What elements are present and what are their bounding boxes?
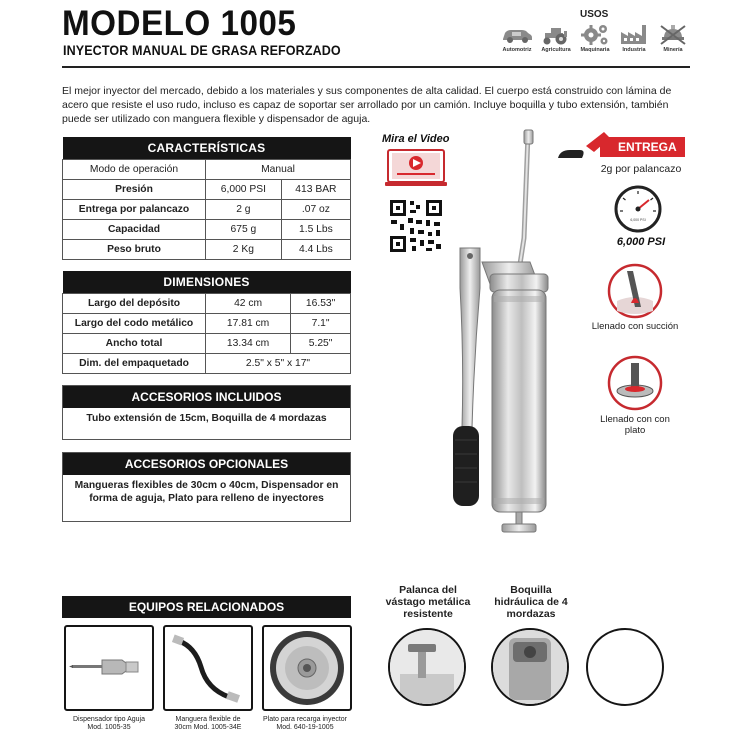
- feature-label-boquilla: Boquilla hidráulica de 4 mordazas: [494, 584, 568, 620]
- row-label: Presión: [63, 179, 206, 199]
- row-label: Dim. del empaquetado: [63, 353, 206, 373]
- qr-code-icon[interactable]: [388, 198, 444, 254]
- tractor-icon: [539, 22, 573, 46]
- accesorios-incluidos-box: [62, 385, 351, 440]
- feature-circle-boquilla: [491, 628, 569, 706]
- uso-label: Agricultura: [541, 47, 571, 53]
- equipo-card-aguja: [64, 625, 154, 711]
- uso-mineria: [654, 22, 692, 53]
- equipos-title: EQUIPOS RELACIONADOS: [62, 596, 351, 618]
- table-row: [63, 333, 351, 353]
- usos-label: USOS: [580, 9, 609, 20]
- psi-label: 6,000 PSI: [616, 236, 666, 248]
- plate-fill-label: Llenado con con plato: [600, 414, 670, 436]
- uso-maquinaria: [576, 22, 614, 53]
- table-row: [63, 219, 351, 239]
- equipo-caption: Dispensador tipo Aguja Mod. 1005-35: [73, 716, 145, 731]
- row-value-metric: 17.81 cm: [206, 313, 291, 333]
- table-row: [63, 353, 351, 373]
- header-rule: [62, 66, 690, 68]
- row-label: Modo de operación: [63, 159, 206, 179]
- row-value-metric: 6,000 PSI: [206, 179, 282, 199]
- row-value-imperial: .07 oz: [281, 199, 350, 219]
- uso-label: Automotriz: [502, 47, 532, 53]
- row-value-imperial: 4.4 Lbs: [281, 239, 350, 259]
- uso-automotriz: [498, 22, 536, 53]
- row-value-imperial: 7.1": [291, 313, 351, 333]
- refill-plate-image: [264, 627, 350, 709]
- factory-icon: [617, 22, 651, 46]
- car-icon: [500, 22, 534, 46]
- equipo-card-plato: [262, 625, 352, 711]
- page-title: MODELO 1005: [62, 4, 297, 43]
- dimensiones-table: [62, 271, 351, 374]
- table-row: [63, 239, 351, 259]
- table-row: [63, 293, 351, 313]
- feature-label-palanca: Palanca del vástago metálica resistente: [385, 584, 471, 620]
- row-label: Largo del codo metálico: [63, 313, 206, 333]
- intro-paragraph: El mejor inyector del mercado, debido a los materiales y sus componentes de alta calidad. El cuerpo está construido con lámina de acero que resiste el uso rudo, incluso es capaz de soportar ser arrollado por un camión. Incluye boquilla y tubo extensión, también puede ser utilizado con manguera flexible y dispensador de aguja.: [62, 85, 672, 125]
- table-row: [63, 159, 351, 179]
- equipo-caption: Plato para recarga inyector Mod. 640-19-1005: [262, 716, 348, 731]
- gauge-text: 6,000 PSI: [630, 218, 646, 222]
- caracteristicas-table: [62, 137, 351, 260]
- equipo-card-manguera: [163, 625, 253, 711]
- accesorios-opcionales-box: [62, 452, 351, 522]
- row-label: Ancho total: [63, 333, 206, 353]
- pressure-gauge-icon: [613, 184, 663, 234]
- flexible-hose-image: [165, 627, 251, 709]
- row-value-imperial: 1.5 Lbs: [281, 219, 350, 239]
- uso-label: Maquinaria: [580, 47, 610, 53]
- table-row: [63, 199, 351, 219]
- suction-fill-icon: [607, 263, 663, 319]
- table-row: [63, 179, 351, 199]
- lever-closeup-image: [390, 630, 464, 704]
- grease-gun-image: [450, 128, 570, 544]
- coupler-closeup-image: [493, 630, 567, 704]
- entrega-value: 2g por palancazo: [600, 163, 682, 175]
- accesorios-incluidos-text: Tubo extensión de 15cm, Boquilla de 4 mordazas: [86, 413, 327, 424]
- entrega-badge: ENTREGA: [600, 137, 685, 157]
- row-value-imperial: 5.25": [291, 333, 351, 353]
- uso-label: Minería: [663, 47, 683, 53]
- feature-circle-palanca: [388, 628, 466, 706]
- table-row: [63, 313, 351, 333]
- suction-fill-label: Llenado con succión: [591, 321, 679, 332]
- row-value: 2.5" x 5" x 17": [206, 353, 351, 373]
- row-label: Entrega por palancazo: [63, 199, 206, 219]
- row-value-imperial: 16.53": [291, 293, 351, 313]
- mining-icon: [656, 22, 690, 46]
- uso-agricultura: [537, 22, 575, 53]
- needle-dispenser-image: [66, 627, 152, 709]
- row-label: Capacidad: [63, 219, 206, 239]
- feature-circle-empty: [586, 628, 664, 706]
- row-value-metric: 2 g: [206, 199, 282, 219]
- page-subtitle: INYECTOR MANUAL DE GRASA REFORZADO: [63, 43, 341, 58]
- row-label: Peso bruto: [63, 239, 206, 259]
- row-value-metric: 13.34 cm: [206, 333, 291, 353]
- row-value-metric: 2 Kg: [206, 239, 282, 259]
- equipo-caption: Manguera flexible de 30cm Mod. 1005-34E: [174, 716, 242, 731]
- row-label: Largo del depósito: [63, 293, 206, 313]
- accesorios-opcionales-text: Mangueras flexibles de 30cm o 40cm, Dispensador en forma de aguja, Plato para relleno de inyectores: [74, 480, 339, 504]
- uso-industria: [615, 22, 653, 53]
- dimensiones-title: DIMENSIONES: [63, 271, 351, 293]
- row-value-imperial: 413 BAR: [281, 179, 350, 199]
- accesorios-incluidos-title: ACCESORIOS INCLUIDOS: [63, 386, 350, 408]
- accesorios-opcionales-title: ACCESORIOS OPCIONALES: [63, 453, 350, 475]
- caracteristicas-title: CARACTERÍSTICAS: [63, 137, 351, 159]
- video-label: Mira el Video: [382, 133, 450, 145]
- video-play-icon[interactable]: [385, 148, 447, 188]
- row-value: Manual: [206, 159, 351, 179]
- row-value-metric: 42 cm: [206, 293, 291, 313]
- plate-fill-icon: [607, 355, 663, 411]
- gears-icon: [578, 22, 612, 46]
- uso-label: Industria: [622, 47, 646, 53]
- row-value-metric: 675 g: [206, 219, 282, 239]
